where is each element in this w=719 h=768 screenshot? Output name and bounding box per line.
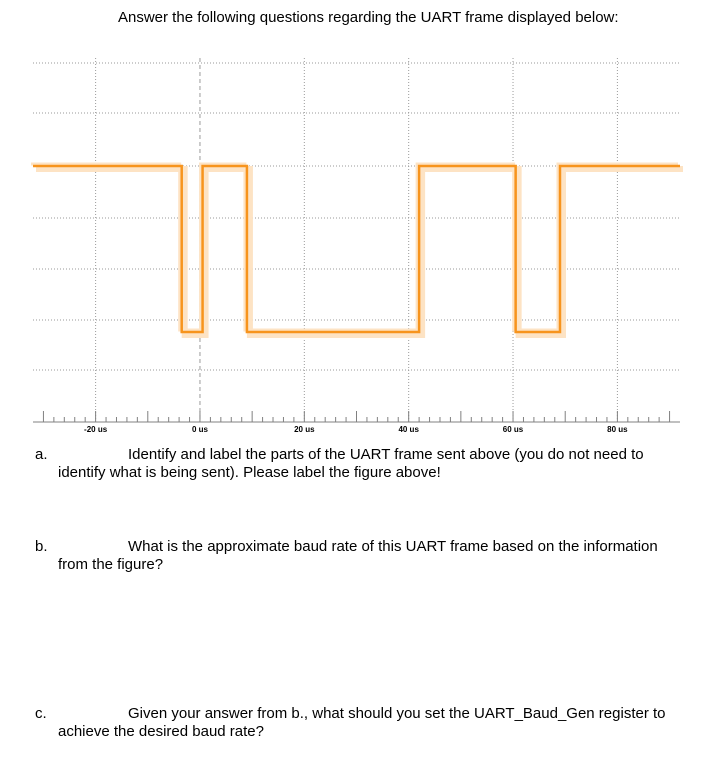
question-c-text	[58, 705, 708, 741]
question-b-rest: from the figure?	[58, 556, 164, 573]
question-b-lead: What is the approximate baud rate of this UART frame based on the information	[128, 538, 658, 555]
x-tick-label-3: 40 us	[398, 425, 419, 434]
question-c-lead: Given your answer from b., what should you set the UART_Baud_Gen register to	[128, 705, 666, 722]
question-b-text	[58, 538, 708, 574]
x-tick-label-1: 0 us	[191, 425, 208, 434]
question-a-lead: Identify and label the parts of the UART frame sent above (you do not need to	[128, 446, 644, 463]
x-tick-label-5: 80 us	[607, 425, 628, 434]
signal-trace	[33, 166, 680, 332]
x-tick-label-2: 20 us	[294, 425, 315, 434]
question-c-letter: c.	[35, 705, 47, 722]
question-a-rest: identify what is being sent). Please label the figure above!	[58, 464, 441, 481]
question-a-letter: a.	[35, 446, 48, 463]
question-b-letter: b.	[35, 538, 48, 555]
signal-ghost-trace	[36, 169, 683, 335]
question-c-rest: achieve the desired baud rate?	[58, 723, 264, 740]
page-title: Answer the following questions regarding the UART frame displayed below:	[118, 9, 619, 26]
x-tick-label-4: 60 us	[502, 425, 524, 434]
signal-ghost-trace-2	[31, 164, 678, 330]
x-tick-label-0: -20 us	[84, 425, 108, 434]
question-a-text	[58, 446, 708, 482]
